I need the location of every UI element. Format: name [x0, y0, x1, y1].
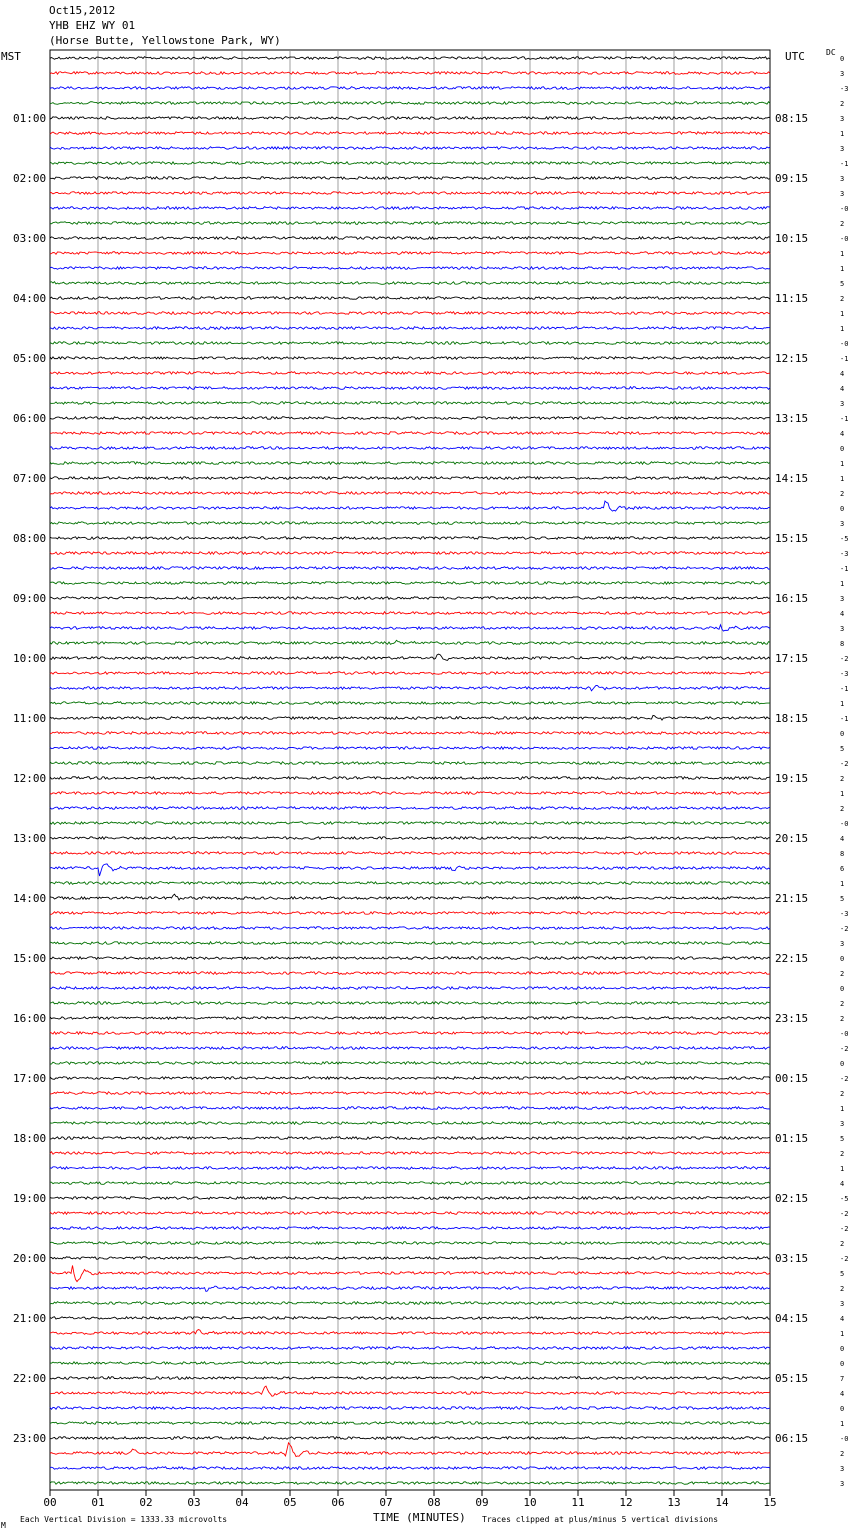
seismic-trace: [50, 612, 770, 615]
dc-offset-label: 4: [840, 835, 845, 843]
dc-offset-label: 1: [840, 790, 845, 798]
seismic-trace: [50, 762, 770, 765]
dc-offset-label: 2: [840, 775, 845, 783]
seismic-trace: [50, 417, 770, 420]
dc-offset-label: -2: [840, 1225, 849, 1233]
utc-hour-label: 04:15: [775, 1312, 809, 1325]
utc-hour-label: 11:15: [775, 292, 809, 305]
seismic-trace: [50, 57, 770, 60]
dc-offset-label: 3: [840, 595, 845, 603]
dc-offset-label: -2: [840, 655, 849, 663]
dc-offset-label: 2: [840, 805, 845, 813]
dc-offset-label: 1: [840, 880, 845, 888]
x-tick-label: 05: [283, 1496, 297, 1509]
dc-offset-label: 1: [840, 1330, 845, 1338]
mst-hour-label: 14:00: [13, 892, 47, 905]
seismic-trace: [50, 1317, 770, 1320]
dc-offset-label: -0: [840, 235, 849, 243]
location-label: (Horse Butte, Yellowstone Park, WY): [49, 34, 281, 47]
x-tick-label: 04: [235, 1496, 249, 1509]
dc-offset-label: -3: [840, 85, 849, 93]
seismic-trace: [50, 747, 770, 750]
seismic-trace: [50, 625, 770, 631]
utc-hour-label: 05:15: [775, 1372, 809, 1385]
utc-hour-label: 09:15: [775, 172, 809, 185]
dc-offset-label: 0: [840, 1405, 845, 1413]
dc-offset-label: -1: [840, 160, 849, 168]
x-tick-label: 12: [619, 1496, 633, 1509]
utc-hour-label: 03:15: [775, 1252, 809, 1265]
seismic-trace: [50, 1330, 770, 1335]
dc-offset-label: 0: [840, 1360, 845, 1368]
seismic-trace: [50, 1302, 770, 1305]
seismic-trace: [50, 537, 770, 540]
seismic-trace: [50, 72, 770, 75]
mst-hour-label: 21:00: [13, 1312, 47, 1325]
mst-hour-label: 16:00: [13, 1012, 47, 1025]
seismic-trace: [50, 792, 770, 795]
seismic-trace: [50, 1212, 770, 1215]
x-tick-label: 09: [475, 1496, 489, 1509]
seismic-trace: [50, 1467, 770, 1470]
seismic-trace: [50, 864, 770, 876]
dc-offset-label: 3: [840, 940, 845, 948]
dc-offset-label: 8: [840, 640, 845, 648]
dc-offset-label: -1: [840, 715, 849, 723]
mst-hour-label: 01:00: [13, 112, 47, 125]
seismic-trace: [50, 894, 770, 900]
x-tick-label: 01: [91, 1496, 105, 1509]
mst-hour-label: 17:00: [13, 1072, 47, 1085]
dc-offset-label: 2: [840, 100, 845, 108]
mst-hour-label: 02:00: [13, 172, 47, 185]
dc-offset-label: 2: [840, 1015, 845, 1023]
dc-offset-label: 1: [840, 265, 845, 273]
utc-hour-label: 12:15: [775, 352, 809, 365]
mst-hour-label: 12:00: [13, 772, 47, 785]
seismic-trace: [50, 102, 770, 105]
dc-offset-label: 3: [840, 190, 845, 198]
seismic-trace: [50, 1286, 770, 1291]
station-label: YHB EHZ WY 01: [49, 19, 136, 32]
seismic-trace: [50, 1077, 770, 1080]
x-tick-label: 14: [715, 1496, 729, 1509]
mst-hour-label: 19:00: [13, 1192, 47, 1205]
utc-hour-label: 18:15: [775, 712, 809, 725]
seismic-trace: [50, 387, 770, 390]
dc-offset-label: 1: [840, 460, 845, 468]
x-tick-label: 00: [43, 1496, 57, 1509]
dc-offset-label: 3: [840, 1480, 845, 1488]
utc-hour-label: 21:15: [775, 892, 809, 905]
seismic-trace: [50, 1443, 770, 1457]
dc-offset-label: 2: [840, 1450, 845, 1458]
dc-offset-label: 1: [840, 310, 845, 318]
x-axis-title: TIME (MINUTES): [373, 1511, 466, 1524]
dc-offset-label: 3: [840, 145, 845, 153]
dc-offset-label: 5: [840, 895, 845, 903]
seismic-trace: [50, 492, 770, 495]
dc-offset-label: 5: [840, 1135, 845, 1143]
mst-hour-label: 15:00: [13, 952, 47, 965]
dc-offset-label: 1: [840, 475, 845, 483]
utc-hour-label: 02:15: [775, 1192, 809, 1205]
dc-offset-label: -1: [840, 415, 849, 423]
seismic-trace: [50, 686, 770, 691]
seismic-trace: [50, 1386, 770, 1396]
dc-offset-label: 2: [840, 220, 845, 228]
dc-offset-label: 0: [840, 55, 845, 63]
seismic-trace: [50, 192, 770, 195]
seismic-trace: [50, 567, 770, 570]
seismic-trace: [50, 927, 770, 930]
seismic-trace: [50, 1437, 770, 1440]
x-tick-label: 02: [139, 1496, 153, 1509]
corner-mark: M: [1, 1521, 6, 1530]
seismic-trace: [50, 432, 770, 435]
dc-offset-label: 4: [840, 1180, 845, 1188]
dc-offset-label: 3: [840, 1120, 845, 1128]
dc-offset-label: 0: [840, 1060, 845, 1068]
mst-hour-label: 03:00: [13, 232, 47, 245]
dc-offset-label: -0: [840, 205, 849, 213]
seismic-trace: [50, 1047, 770, 1050]
mst-hour-label: 07:00: [13, 472, 47, 485]
dc-offset-label: -2: [840, 1210, 849, 1218]
dc-offset-label: 2: [840, 1090, 845, 1098]
seismic-trace: [50, 1182, 770, 1185]
seismic-trace: [50, 162, 770, 165]
utc-hour-label: 22:15: [775, 952, 809, 965]
x-tick-label: 15: [763, 1496, 777, 1509]
dc-offset-label: 2: [840, 295, 845, 303]
dc-offset-label: 1: [840, 325, 845, 333]
dc-offset-label: 0: [840, 445, 845, 453]
dc-offset-label: -1: [840, 355, 849, 363]
dc-offset-label: 0: [840, 1345, 845, 1353]
seismic-trace: [50, 987, 770, 990]
dc-offset-label: 2: [840, 1240, 845, 1248]
x-tick-label: 03: [187, 1496, 201, 1509]
seismic-trace: [50, 597, 770, 600]
utc-hour-label: 16:15: [775, 592, 809, 605]
dc-offset-label: 1: [840, 1105, 845, 1113]
seismic-trace: [50, 447, 770, 450]
seismic-trace: [50, 342, 770, 345]
utc-hour-label: 20:15: [775, 832, 809, 845]
dc-offset-label: 0: [840, 505, 845, 513]
dc-offset-label: -3: [840, 670, 849, 678]
seismic-trace: [50, 357, 770, 360]
dc-offset-label: -2: [840, 925, 849, 933]
dc-offset-label: 0: [840, 730, 845, 738]
dc-offset-label: 4: [840, 610, 845, 618]
utc-hour-label: 10:15: [775, 232, 809, 245]
mst-hour-label: 09:00: [13, 592, 47, 605]
seismic-trace: [50, 522, 770, 525]
dc-offset-label: 5: [840, 1270, 845, 1278]
seismic-trace: [50, 1197, 770, 1200]
seismic-trace: [50, 1107, 770, 1110]
seismic-trace: [50, 267, 770, 270]
seismic-trace: [50, 822, 770, 825]
utc-hour-label: 23:15: [775, 1012, 809, 1025]
seismic-trace: [50, 1265, 770, 1281]
mst-hour-label: 18:00: [13, 1132, 47, 1145]
seismic-trace: [50, 912, 770, 915]
mst-hour-label: 13:00: [13, 832, 47, 845]
seismic-trace: [50, 1347, 770, 1350]
utc-hour-label: 08:15: [775, 112, 809, 125]
seismic-trace: [50, 1062, 770, 1065]
mst-hour-label: 06:00: [13, 412, 47, 425]
dc-offset-label: 3: [840, 625, 845, 633]
dc-offset-label: 2: [840, 1285, 845, 1293]
seismic-trace: [50, 1377, 770, 1380]
seismic-trace: [50, 777, 770, 780]
dc-offset-label: 1: [840, 130, 845, 138]
seismic-trace: [50, 1482, 770, 1485]
seismic-trace: [50, 312, 770, 315]
x-tick-label: 11: [571, 1496, 585, 1509]
date-label: Oct15,2012: [49, 4, 116, 17]
x-tick-label: 13: [667, 1496, 681, 1509]
seismic-trace: [50, 1122, 770, 1125]
dc-offset-label: 5: [840, 280, 845, 288]
dc-offset-label: 3: [840, 1465, 845, 1473]
dc-offset-label: 1: [840, 1165, 845, 1173]
seismic-trace: [50, 882, 770, 885]
dc-offset-label: 8: [840, 850, 845, 858]
dc-offset-label: -3: [840, 550, 849, 558]
dc-offset-label: 4: [840, 370, 845, 378]
seismic-trace: [50, 87, 770, 90]
utc-hour-label: 13:15: [775, 412, 809, 425]
seismic-trace: [50, 852, 770, 855]
mst-hour-label: 20:00: [13, 1252, 47, 1265]
seismic-trace: [50, 672, 770, 675]
dc-offset-label: -1: [840, 685, 849, 693]
dc-offset-label: 3: [840, 70, 845, 78]
seismic-trace: [50, 297, 770, 300]
seismic-trace: [50, 1002, 770, 1005]
seismic-trace: [50, 1152, 770, 1155]
mst-hour-label: 22:00: [13, 1372, 47, 1385]
seismic-trace: [50, 732, 770, 735]
seismic-trace: [50, 942, 770, 945]
seismic-trace: [50, 702, 770, 705]
utc-hour-label: 19:15: [775, 772, 809, 785]
dc-offset-label: 1: [840, 700, 845, 708]
utc-hour-label: 14:15: [775, 472, 809, 485]
seismic-trace: [50, 222, 770, 225]
dc-offset-label: 1: [840, 580, 845, 588]
dc-offset-label: 2: [840, 1150, 845, 1158]
vertical-division-note: Each Vertical Division = 1333.33 microvolts: [20, 1515, 228, 1524]
dc-offset-label: 2: [840, 1000, 845, 1008]
seismic-trace: [50, 1032, 770, 1035]
seismic-trace: [50, 402, 770, 405]
dc-offset-label: 4: [840, 1315, 845, 1323]
seismic-trace: [50, 117, 770, 120]
clipping-note: Traces clipped at plus/minus 5 vertical divisions: [482, 1515, 719, 1524]
seismic-trace: [50, 1422, 770, 1425]
seismic-trace: [50, 715, 770, 720]
seismic-trace: [50, 372, 770, 375]
dc-offset-label: -3: [840, 910, 849, 918]
dc-offset-label: 0: [840, 985, 845, 993]
dc-offset-label: 4: [840, 385, 845, 393]
dc-offset-label: 3: [840, 175, 845, 183]
dc-offset-label: 3: [840, 1300, 845, 1308]
seismic-trace: [50, 1407, 770, 1410]
dc-offset-label: 4: [840, 1390, 845, 1398]
dc-offset-label: 6: [840, 865, 845, 873]
mst-axis-label: MST: [1, 50, 21, 63]
utc-axis-label: UTC: [785, 50, 805, 63]
seismic-trace: [50, 132, 770, 135]
seismic-trace: [50, 640, 770, 644]
seismic-trace: [50, 207, 770, 210]
dc-label: DC: [826, 48, 836, 57]
dc-offset-label: 1: [840, 1420, 845, 1428]
seismic-trace: [50, 282, 770, 285]
dc-offset-label: -0: [840, 1435, 849, 1443]
seismic-trace: [50, 654, 770, 660]
seismic-trace: [50, 147, 770, 150]
seismic-trace: [50, 1092, 770, 1095]
dc-offset-label: -2: [840, 760, 849, 768]
seismic-trace: [50, 1362, 770, 1365]
seismic-trace: [50, 462, 770, 465]
seismic-trace: [50, 177, 770, 180]
utc-hour-label: 17:15: [775, 652, 809, 665]
dc-offset-label: 2: [840, 970, 845, 978]
seismic-trace: [50, 237, 770, 240]
plot-frame: [50, 50, 770, 1490]
x-tick-label: 06: [331, 1496, 345, 1509]
mst-hour-label: 10:00: [13, 652, 47, 665]
seismic-trace: [50, 501, 770, 511]
dc-offset-label: -5: [840, 535, 849, 543]
dc-offset-label: 4: [840, 430, 845, 438]
dc-offset-label: 3: [840, 520, 845, 528]
dc-offset-label: -2: [840, 1045, 849, 1053]
dc-offset-label: -0: [840, 820, 849, 828]
x-tick-label: 07: [379, 1496, 393, 1509]
mst-hour-label: 23:00: [13, 1432, 47, 1445]
seismic-trace: [50, 1167, 770, 1170]
dc-offset-label: 3: [840, 400, 845, 408]
seismic-trace: [50, 837, 770, 840]
mst-hour-label: 04:00: [13, 292, 47, 305]
seismic-trace: [50, 582, 770, 585]
utc-hour-label: 01:15: [775, 1132, 809, 1145]
seismic-trace: [50, 1242, 770, 1245]
dc-offset-label: 3: [840, 115, 845, 123]
mst-hour-label: 08:00: [13, 532, 47, 545]
dc-offset-label: -0: [840, 1030, 849, 1038]
dc-offset-label: -2: [840, 1075, 849, 1083]
x-tick-label: 08: [427, 1496, 441, 1509]
dc-offset-label: 5: [840, 745, 845, 753]
dc-offset-label: 7: [840, 1375, 845, 1383]
seismic-trace: [50, 327, 770, 330]
dc-offset-label: 2: [840, 490, 845, 498]
utc-hour-label: 00:15: [775, 1072, 809, 1085]
seismic-trace: [50, 957, 770, 960]
seismic-trace: [50, 552, 770, 555]
seismic-trace: [50, 807, 770, 810]
seismic-trace: [50, 252, 770, 255]
seismic-trace: [50, 477, 770, 480]
seismic-trace: [50, 1137, 770, 1140]
dc-offset-label: 1: [840, 250, 845, 258]
mst-hour-label: 05:00: [13, 352, 47, 365]
utc-hour-label: 06:15: [775, 1432, 809, 1445]
seismic-trace: [50, 972, 770, 975]
utc-hour-label: 15:15: [775, 532, 809, 545]
seismic-trace: [50, 1017, 770, 1020]
seismic-trace: [50, 1257, 770, 1260]
dc-offset-label: 0: [840, 955, 845, 963]
x-tick-label: 10: [523, 1496, 537, 1509]
dc-offset-label: -0: [840, 340, 849, 348]
dc-offset-label: -2: [840, 1255, 849, 1263]
seismic-trace: [50, 1227, 770, 1230]
dc-offset-label: -5: [840, 1195, 849, 1203]
dc-offset-label: -1: [840, 565, 849, 573]
mst-hour-label: 11:00: [13, 712, 47, 725]
